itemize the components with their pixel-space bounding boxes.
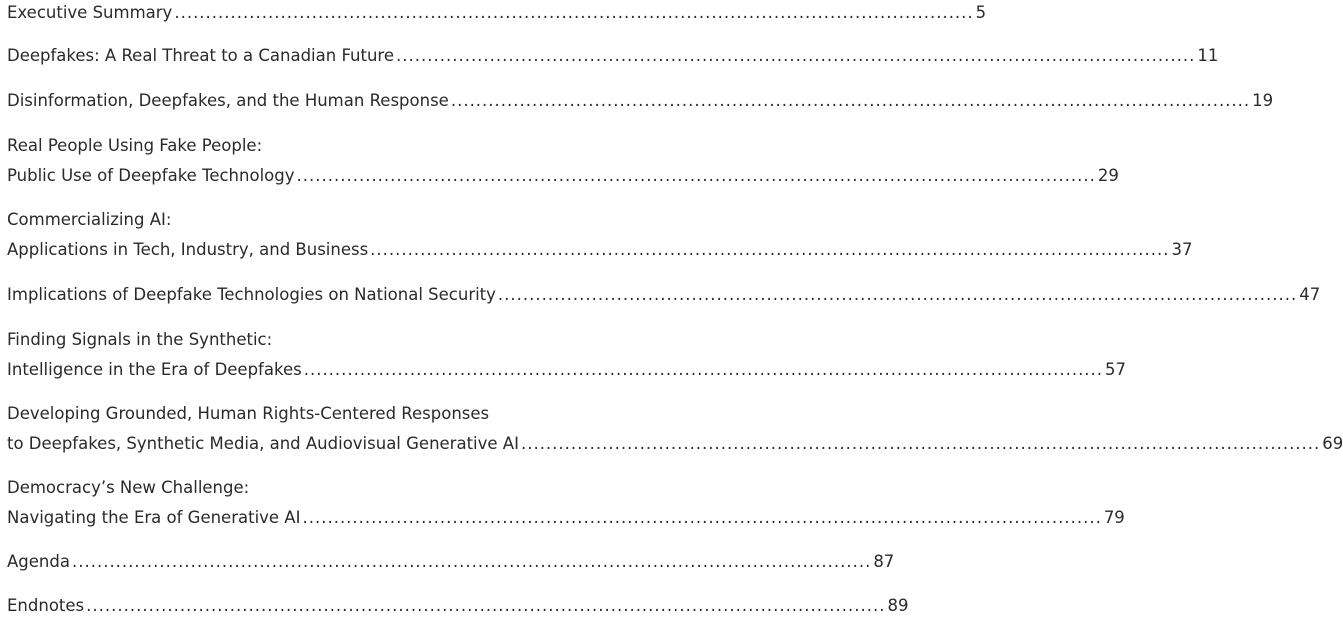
toc-entry-title: Agenda (7, 552, 70, 571)
toc-entry-title: Endnotes (7, 596, 85, 615)
toc-entry-signals-in-synthetic[interactable] (7, 325, 1127, 385)
toc-entry-title: Disinformation, Deepfakes, and the Human Response (7, 91, 449, 110)
toc-entry-agenda[interactable] (7, 547, 895, 577)
dot-leader: ................................................................................................................................ (520, 434, 1321, 453)
dot-leader: ................................................................................................................................ (174, 3, 974, 22)
toc-entry-national-security[interactable] (7, 280, 1321, 310)
toc-entry-real-people-fake-people[interactable] (7, 131, 1119, 191)
toc-page-number: 5 (975, 3, 987, 22)
dot-leader: ................................................................................................................................ (450, 91, 1251, 110)
toc-page-number: 57 (1105, 360, 1127, 379)
toc-page-number: 89 (887, 596, 909, 615)
toc-entry-title: Executive Summary (7, 3, 173, 22)
toc-page-number: 11 (1197, 46, 1219, 65)
toc-entry-title-line-2: Applications in Tech, Industry, and Business (7, 240, 369, 259)
toc-entry-title-line-2: Public Use of Deepfake Technology (7, 166, 295, 185)
toc-entry-disinformation[interactable] (7, 86, 1274, 116)
dot-leader: ................................................................................................................................ (71, 552, 872, 571)
toc-page-number: 29 (1097, 166, 1119, 185)
toc-entry-title-line-1: Commercializing AI: (7, 210, 172, 229)
toc-entry-commercializing-ai[interactable] (7, 205, 1193, 265)
toc-page-number: 47 (1299, 285, 1321, 304)
toc-entry-title-line-2: to Deepfakes, Synthetic Media, and Audiovisual Generative AI (7, 434, 519, 453)
toc-entry-title-line-1: Developing Grounded, Human Rights-Centered Responses (7, 404, 490, 423)
toc-entry-title-line-1: Democracy’s New Challenge: (7, 478, 250, 497)
toc-entry-title-line-2: Intelligence in the Era of Deepfakes (7, 360, 302, 379)
toc-entry-title-line-2: Navigating the Era of Generative AI (7, 508, 301, 527)
dot-leader: ................................................................................................................................ (302, 508, 1102, 527)
toc-page-number: 79 (1103, 508, 1125, 527)
toc-page-number: 37 (1171, 240, 1193, 259)
dot-leader: ................................................................................................................................ (396, 46, 1196, 65)
dot-leader: ................................................................................................................................ (497, 285, 1298, 304)
toc-page-number: 87 (873, 552, 895, 571)
table-of-contents (7, 0, 1343, 619)
toc-entry-title: Deepfakes: A Real Threat to a Canadian Future (7, 46, 394, 65)
toc-entry-deepfakes-canadian-future[interactable] (7, 41, 1219, 71)
toc-entry-human-rights-responses[interactable] (7, 399, 1343, 459)
dot-leader: ................................................................................................................................ (86, 596, 886, 615)
toc-entry-title: Implications of Deepfake Technologies on National Security (7, 285, 496, 304)
toc-entry-title-line-1: Finding Signals in the Synthetic: (7, 330, 273, 349)
toc-entry-endnotes[interactable] (7, 591, 909, 621)
dot-leader: ................................................................................................................................ (370, 240, 1170, 259)
toc-page-number: 69 (1322, 434, 1343, 453)
toc-page-number: 19 (1252, 91, 1274, 110)
dot-leader: ................................................................................................................................ (296, 166, 1096, 185)
toc-entry-democracy-new-challenge[interactable] (7, 473, 1125, 533)
toc-entry-title-line-1: Real People Using Fake People: (7, 136, 263, 155)
dot-leader: ................................................................................................................................ (303, 360, 1104, 379)
toc-entry-executive-summary[interactable] (7, 0, 987, 28)
